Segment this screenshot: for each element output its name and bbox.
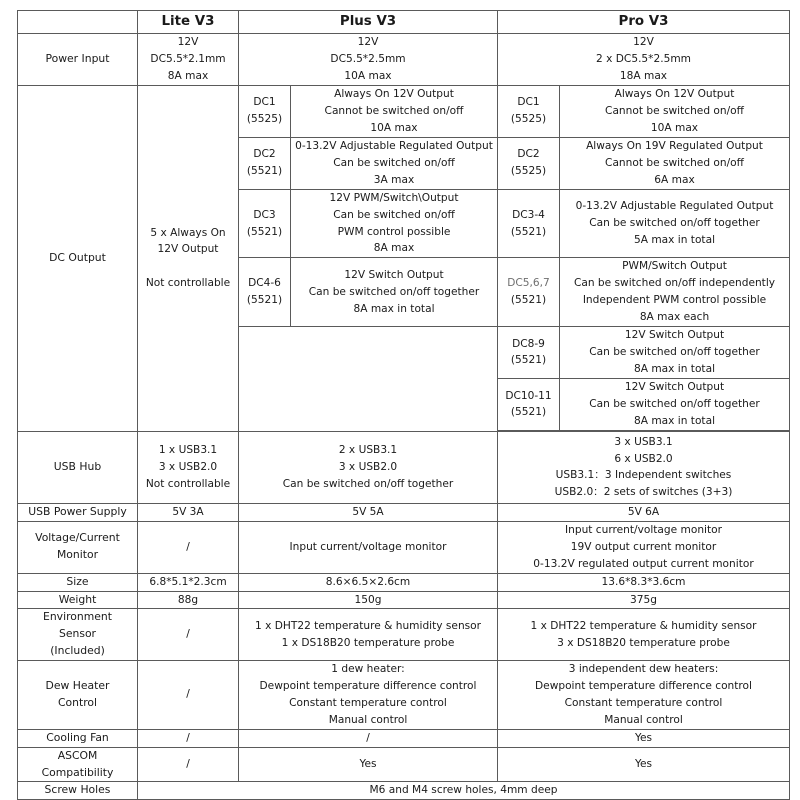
plus-desc-dc2: 0-13.2V Adjustable Regulated Output Can be switched on/off 3A max bbox=[291, 137, 498, 189]
plus-port-dc2: DC2 (5521) bbox=[239, 137, 291, 189]
lite-cooling-fan: / bbox=[138, 729, 239, 747]
pro-size: 13.6*8.3*3.6cm bbox=[498, 573, 790, 591]
row-dew-heater bbox=[18, 661, 790, 730]
plus-desc-dc4-6: 12V Switch Output Can be switched on/off together 8A max in total bbox=[291, 258, 498, 327]
row-voltage-monitor bbox=[18, 521, 790, 573]
header-corner bbox=[18, 11, 138, 34]
label-dc-output: DC Output bbox=[18, 85, 138, 431]
lite-ascom: / bbox=[138, 747, 239, 782]
pro-port-dc3-4: DC3-4 (5521) bbox=[498, 189, 560, 258]
row-power-input bbox=[18, 34, 790, 86]
plus-port-dc4-6: DC4-6 (5521) bbox=[239, 258, 291, 327]
spec-comparison-table bbox=[17, 10, 790, 800]
plus-usb-hub: 2 x USB3.1 3 x USB2.0 Can be switched on/off together bbox=[239, 431, 498, 503]
lite-power-input: 12V DC5.5*2.1mm 8A max bbox=[138, 34, 239, 86]
plus-power-input: 12V DC5.5*2.5mm 10A max bbox=[239, 34, 498, 86]
pro-desc-dc10-11: 12V Switch Output Can be switched on/off together 8A max in total bbox=[560, 378, 790, 430]
pro-desc-dc8-9: 12V Switch Output Can be switched on/off together 8A max in total bbox=[560, 326, 790, 378]
pro-port-dc1: DC1 (5525) bbox=[498, 85, 560, 137]
row-usb-power bbox=[18, 503, 790, 521]
row-usb-hub bbox=[18, 431, 790, 503]
row-env-sensor bbox=[18, 609, 790, 661]
row-cooling-fan bbox=[18, 729, 790, 747]
plus-env-sensor: 1 x DHT22 temperature & humidity sensor 1 x DS18B20 temperature probe bbox=[239, 609, 498, 661]
lite-dew-heater: / bbox=[138, 661, 239, 730]
pro-dew-heater: 3 independent dew heaters: Dewpoint temperature difference control Constant temperature control Manual control bbox=[498, 661, 790, 730]
label-dew-heater: Dew Heater Control bbox=[18, 661, 138, 730]
header-pro: Pro V3 bbox=[498, 11, 790, 34]
row-dc-output bbox=[18, 85, 790, 137]
pro-desc-dc5-7: PWM/Switch Output Can be switched on/off independently Independent PWM control possible 8A max each bbox=[560, 258, 790, 327]
plus-desc-dc1: Always On 12V Output Cannot be switched on/off 10A max bbox=[291, 85, 498, 137]
lite-size: 6.8*5.1*2.3cm bbox=[138, 573, 239, 591]
plus-desc-dc3: 12V PWM/Switch\Output Can be switched on/off PWM control possible 8A max bbox=[291, 189, 498, 258]
lite-dc-output: 5 x Always On 12V Output Not controllable bbox=[138, 85, 239, 431]
pro-power-input: 12V 2 x DC5.5*2.5mm 18A max bbox=[498, 34, 790, 86]
plus-dc-empty bbox=[239, 326, 498, 431]
label-size: Size bbox=[18, 573, 138, 591]
pro-voltage-monitor: Input current/voltage monitor 19V output current monitor 0-13.2V regulated output current monitor bbox=[498, 521, 790, 573]
lite-weight: 88g bbox=[138, 591, 239, 609]
lite-usb-hub: 1 x USB3.1 3 x USB2.0 Not controllable bbox=[138, 431, 239, 503]
pro-weight: 375g bbox=[498, 591, 790, 609]
row-size bbox=[18, 573, 790, 591]
all-screw-holes: M6 and M4 screw holes, 4mm deep bbox=[138, 782, 790, 800]
plus-ascom: Yes bbox=[239, 747, 498, 782]
plus-dew-heater: 1 dew heater: Dewpoint temperature difference control Constant temperature control Manual control bbox=[239, 661, 498, 730]
label-usb-power: USB Power Supply bbox=[18, 503, 138, 521]
label-power-input: Power Input bbox=[18, 34, 138, 86]
plus-port-dc1: DC1 (5525) bbox=[239, 85, 291, 137]
label-voltage-monitor: Voltage/Current Monitor bbox=[18, 521, 138, 573]
pro-usb-hub: 3 x USB3.1 6 x USB2.0 USB3.1：3 Independent switches USB2.0：2 sets of switches (3+3) bbox=[498, 431, 790, 503]
pro-port-dc5-7: DC5,6,7 (5521) bbox=[498, 258, 560, 327]
pro-port-dc2: DC2 (5525) bbox=[498, 137, 560, 189]
lite-usb-power: 5V 3A bbox=[138, 503, 239, 521]
plus-usb-power: 5V 5A bbox=[239, 503, 498, 521]
plus-port-dc3: DC3 (5521) bbox=[239, 189, 291, 258]
label-weight: Weight bbox=[18, 591, 138, 609]
row-ascom bbox=[18, 747, 790, 782]
label-usb-hub: USB Hub bbox=[18, 431, 138, 503]
row-weight bbox=[18, 591, 790, 609]
plus-cooling-fan: / bbox=[239, 729, 498, 747]
label-ascom: ASCOM Compatibility bbox=[18, 747, 138, 782]
pro-port-dc10-11: DC10-11 (5521) bbox=[498, 378, 560, 430]
pro-ascom: Yes bbox=[498, 747, 790, 782]
header-row bbox=[18, 11, 790, 34]
header-lite: Lite V3 bbox=[138, 11, 239, 34]
pro-cooling-fan: Yes bbox=[498, 729, 790, 747]
label-cooling-fan: Cooling Fan bbox=[18, 729, 138, 747]
pro-port-dc8-9: DC8-9 (5521) bbox=[498, 326, 560, 378]
header-plus: Plus V3 bbox=[239, 11, 498, 34]
plus-weight: 150g bbox=[239, 591, 498, 609]
row-screw-holes bbox=[18, 782, 790, 800]
plus-voltage-monitor: Input current/voltage monitor bbox=[239, 521, 498, 573]
pro-desc-dc2: Always On 19V Regulated Output Cannot be switched on/off 6A max bbox=[560, 137, 790, 189]
lite-voltage-monitor: / bbox=[138, 521, 239, 573]
lite-env-sensor: / bbox=[138, 609, 239, 661]
label-screw-holes: Screw Holes bbox=[18, 782, 138, 800]
pro-usb-power: 5V 6A bbox=[498, 503, 790, 521]
pro-desc-dc3-4: 0-13.2V Adjustable Regulated Output Can be switched on/off together 5A max in total bbox=[560, 189, 790, 258]
pro-env-sensor: 1 x DHT22 temperature & humidity sensor 3 x DS18B20 temperature probe bbox=[498, 609, 790, 661]
label-env-sensor: Environment Sensor (Included) bbox=[18, 609, 138, 661]
plus-size: 8.6×6.5×2.6cm bbox=[239, 573, 498, 591]
pro-desc-dc1: Always On 12V Output Cannot be switched on/off 10A max bbox=[560, 85, 790, 137]
